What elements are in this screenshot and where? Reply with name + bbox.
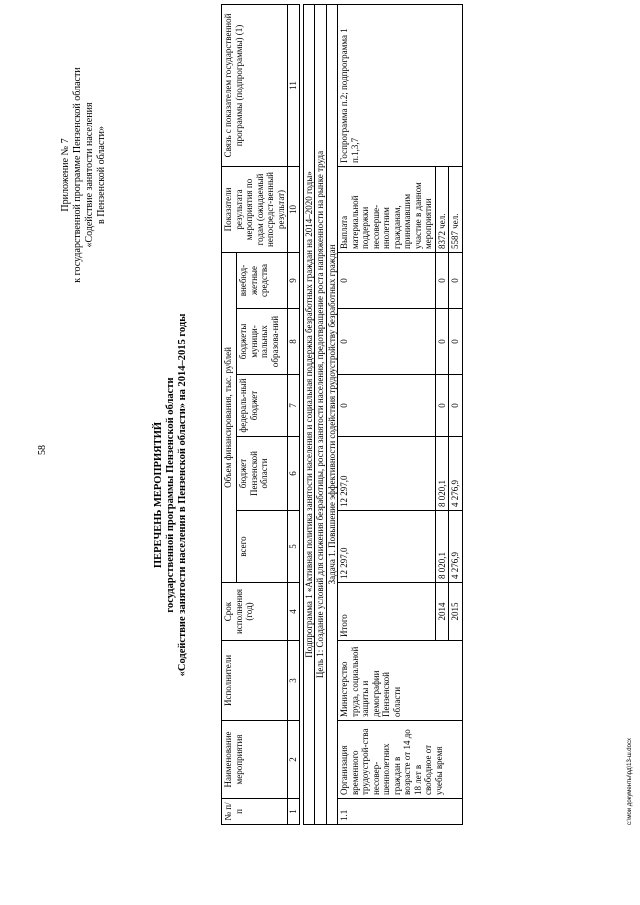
document-title <box>153 175 189 815</box>
row-executor: Министерство труда, социальной защиты и демографии Пензенской области <box>338 641 463 721</box>
header-indicators: Показатели результата мероприятия по годам (ожидаемый непосредст-венный результат) <box>222 166 288 252</box>
subprogram-row <box>303 4 315 824</box>
appendix-heading <box>60 35 108 315</box>
file-path-footer: c:\мои документы\рд\13-ш.docx <box>627 738 633 825</box>
header-municipal: бюджеты муници-пальных образова-ний <box>237 309 288 375</box>
header-name: Наименование мероприятия <box>222 721 288 799</box>
column-number: 7 <box>288 375 300 437</box>
appendix-line: в Пензенской области» <box>96 125 107 225</box>
column-number: 8 <box>288 309 300 375</box>
title-line: ПЕРЕЧЕНЬ МЕРОПРИЯТИЙ <box>153 421 164 569</box>
header-regional: бюджет Пензенской области <box>237 437 288 511</box>
column-number: 2 <box>288 721 300 799</box>
table-row <box>338 4 436 824</box>
row-indicator: Выплата материальной поддержки несоверше-ннолетним гражданам, принимавшим участие в данном мероприятии <box>338 166 436 252</box>
title-line: государственной программы Пензенской области <box>165 377 176 613</box>
header-funding: Объем финансирования, тыс. рублей <box>222 252 237 582</box>
column-number: 11 <box>288 4 300 166</box>
municipal-cell: 0 <box>338 309 436 375</box>
municipal-cell: 0 <box>435 309 449 375</box>
header-num: № п/п <box>222 799 288 825</box>
column-number: 3 <box>288 641 300 721</box>
municipal-cell: 0 <box>449 309 463 375</box>
row-num: 1.1 <box>338 799 463 825</box>
header-row <box>222 4 237 824</box>
federal-cell: 0 <box>449 375 463 437</box>
appendix-line: «Содействие занятости населения <box>84 102 95 248</box>
term-cell: 2014 <box>435 583 449 641</box>
header-total: всего <box>237 511 288 583</box>
indicator-cell: 5587 чел. <box>449 166 463 252</box>
goal-cell: Цель 1: Создание условий для снижения безработицы, роста занятости населения, предотвращение роста напряженности на рынке труда <box>315 4 327 824</box>
extra-cell: 0 <box>449 252 463 308</box>
column-number: 5 <box>288 511 300 583</box>
federal-cell: 0 <box>338 375 436 437</box>
regional-cell: 12 297,0 <box>338 437 436 511</box>
federal-cell: 0 <box>435 375 449 437</box>
measures-table <box>221 4 463 825</box>
header-federal: федераль-ный бюджет <box>237 375 288 437</box>
row-name: Организация временного трудоустрой-ства несовер-шеннолетних граждан в возрасте от 14 до 18 лет в свободное от учебы время <box>338 721 463 799</box>
column-number: 1 <box>288 799 300 825</box>
header-link: Связь с показателем государственной программы (подпрограммы) (1) <box>222 4 288 166</box>
title-line: «Содействие занятости населения в Пензенской области» на 2014–2015 годы <box>177 313 188 677</box>
goal-row <box>315 4 327 824</box>
task-cell: Задача 1. Повышение эффективности содействия трудоустройству безработных граждан <box>326 4 338 824</box>
header-executors: Исполнители <box>222 641 288 721</box>
column-number: 10 <box>288 166 300 252</box>
regional-cell: 8 020,1 <box>435 437 449 511</box>
appendix-line: Приложение № 7 <box>60 138 71 212</box>
regional-cell: 4 276,9 <box>449 437 463 511</box>
term-cell: Итого <box>338 583 436 641</box>
total-cell: 8 020,1 <box>435 511 449 583</box>
column-number: 6 <box>288 437 300 511</box>
column-number: 9 <box>288 252 300 308</box>
task-row <box>326 4 338 824</box>
total-cell: 4 276,9 <box>449 511 463 583</box>
subprogram-cell: Подпрограмма 1 «Активная политика занятости населения и социальная поддержка безработных граждан на 2014–2020 годы» <box>303 4 315 824</box>
indicator-cell: 8372 чел. <box>435 166 449 252</box>
header-term: Срок исполнения (год) <box>222 583 288 641</box>
measures-table-wrapper <box>221 5 463 825</box>
extra-cell: 0 <box>338 252 436 308</box>
column-numbers-row <box>288 4 300 824</box>
row-link: Госпрограмма п.2; подпрограмма 1 п.1,3,7 <box>338 4 463 166</box>
header-extra: внебюд-жетные средства <box>237 252 288 308</box>
term-cell: 2015 <box>449 583 463 641</box>
appendix-line: к государственной программе Пензенской области <box>72 67 83 283</box>
extra-cell: 0 <box>435 252 449 308</box>
total-cell: 12 297,0 <box>338 511 436 583</box>
column-number: 4 <box>288 583 300 641</box>
page-number: 58 <box>37 445 48 455</box>
